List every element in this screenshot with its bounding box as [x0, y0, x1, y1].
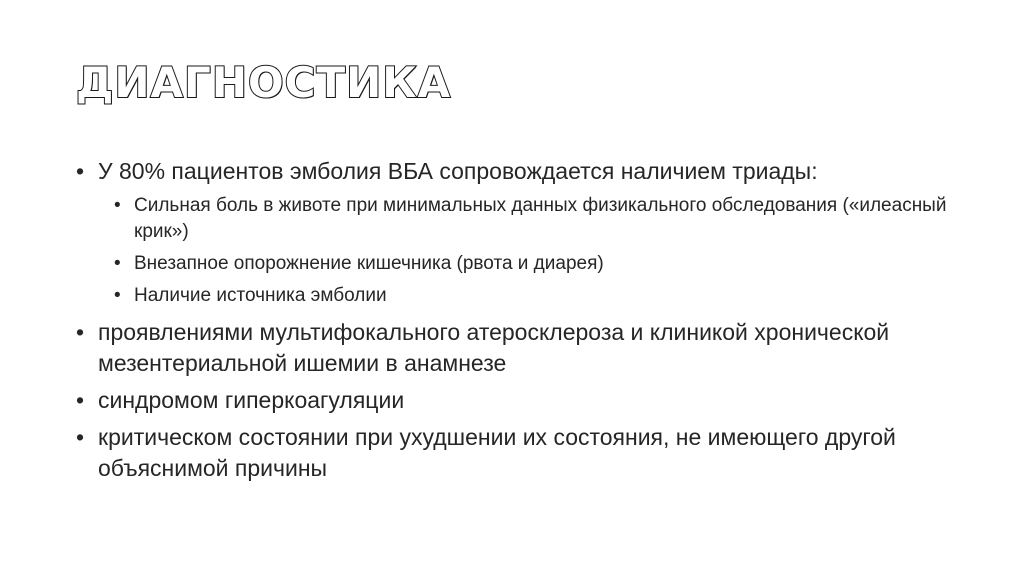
bullet-text: проявлениями мультифокального атеросклероза и клиникой хронической мезентериальной ишемии в анамнезе [98, 319, 890, 376]
bullet-text: критическом состоянии при ухудшении их состояния, не имеющего другой объяснимой причины [98, 424, 896, 481]
bullet-icon: • [76, 319, 85, 345]
slide-title: ДИАГНОСТИКА [76, 58, 452, 107]
bullet-icon: • [76, 158, 85, 184]
bullet-item [76, 156, 976, 187]
sub-bullet-item [114, 251, 976, 277]
sub-bullet-item [114, 193, 976, 245]
bullet-icon: • [114, 195, 121, 216]
sub-bullet-item [114, 283, 976, 309]
sub-bullet-text: Внезапное опорожнение кишечника (рвота и диарея) [134, 253, 604, 274]
bullet-item [76, 422, 976, 484]
bullet-icon: • [114, 253, 121, 274]
sub-bullet-list [76, 193, 976, 309]
bullet-icon: • [76, 387, 85, 413]
bullet-text: У 80% пациентов эмболия ВБА сопровождается наличием триады: [98, 158, 818, 184]
bullet-item [76, 385, 976, 416]
bullet-icon: • [114, 285, 121, 306]
bullet-item [76, 317, 976, 379]
bullet-list [76, 156, 976, 490]
sub-bullet-text: Сильная боль в животе при минимальных данных физикального обследования («илеасный крик») [134, 195, 947, 242]
sub-bullet-text: Наличие источника эмболии [134, 285, 387, 306]
bullet-text: синдромом гиперкоагуляции [98, 387, 405, 413]
bullet-icon: • [76, 424, 85, 450]
